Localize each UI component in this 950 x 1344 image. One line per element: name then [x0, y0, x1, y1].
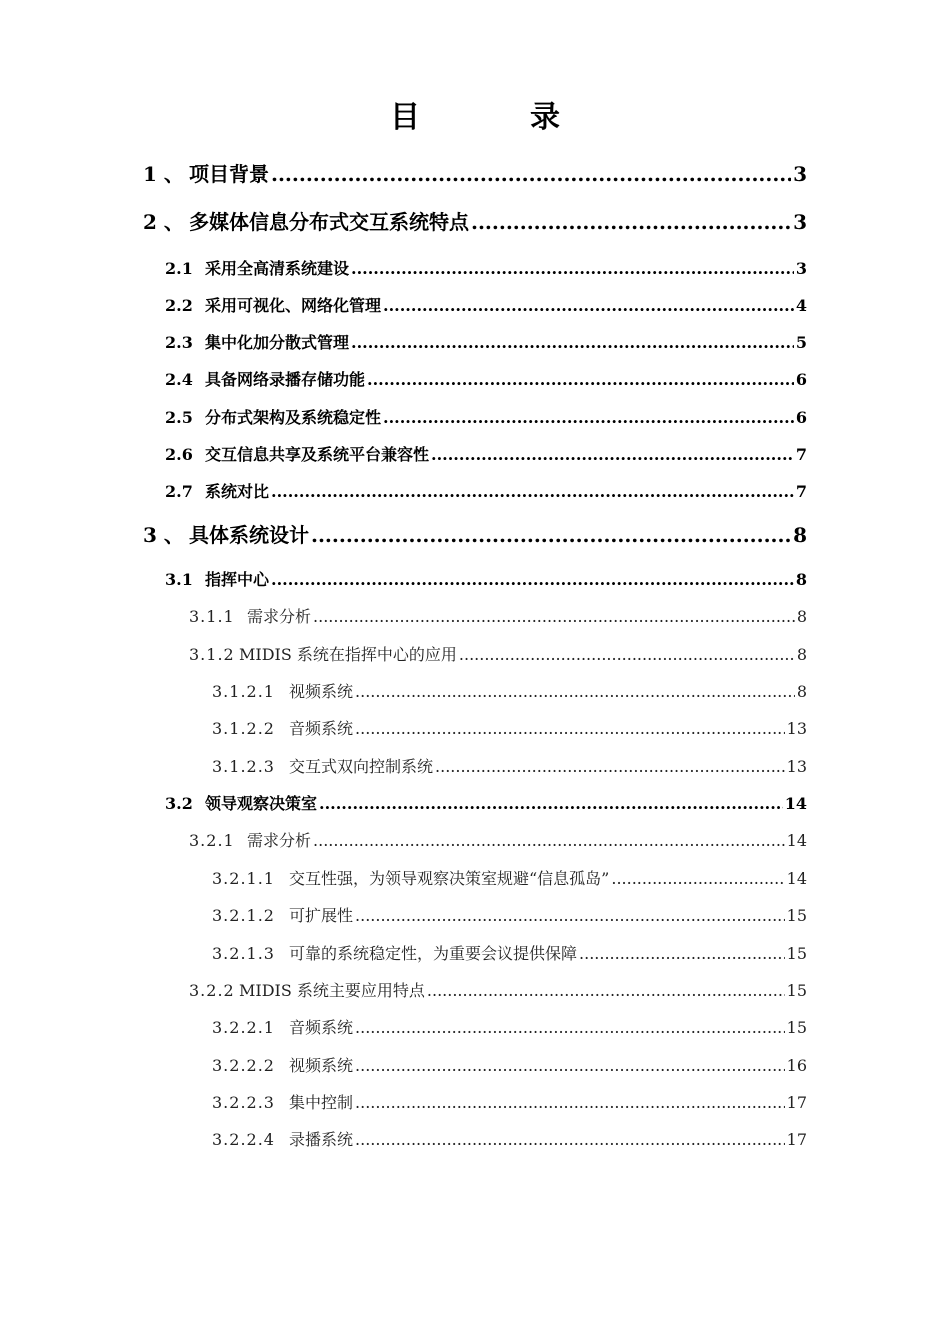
toc-entry-number: 3.1	[165, 570, 193, 589]
toc-entry-page: 3	[793, 210, 807, 234]
toc-entry-page: 7	[795, 482, 807, 501]
toc-entry-page: 3	[793, 162, 807, 186]
toc-entry-3-2-2-3[interactable]	[212, 1090, 807, 1113]
dot-leader	[271, 162, 791, 186]
toc-entry-text: 音频系统	[289, 719, 354, 738]
toc-entry-text: 录播系统	[289, 1130, 354, 1149]
toc-entry-number: 3.2	[165, 794, 193, 813]
toc-entry-page: 3	[795, 259, 807, 278]
toc-entry-number: 1 、	[143, 162, 184, 186]
toc-entry-text: 需求分析	[247, 607, 312, 626]
toc-entry-number: 3.2.1.2	[212, 906, 275, 925]
toc-entry-text: 交互式双向控制系统	[289, 757, 434, 776]
toc-entry-number: 3.1.2.2	[212, 719, 275, 738]
toc-entry-number: 3.2.1	[189, 831, 235, 850]
toc-entry-2-4[interactable]	[165, 367, 807, 390]
toc-entry-text: 集中化加分散式管理	[205, 333, 350, 352]
dot-leader	[471, 210, 791, 234]
toc-entry-text: 音频系统	[289, 1018, 354, 1037]
dot-leader	[355, 719, 785, 738]
toc-entry-text: 视频系统	[289, 1056, 354, 1075]
dot-leader	[313, 607, 795, 626]
toc-entry-page: 15	[786, 944, 807, 963]
dot-leader	[355, 906, 785, 925]
toc-entry-2[interactable]	[143, 206, 807, 235]
toc-entry-page: 5	[795, 333, 807, 352]
toc-entry-number: 2.7	[165, 482, 193, 501]
toc-entry-number: 2.3	[165, 333, 193, 352]
dot-leader	[459, 645, 795, 664]
dot-leader	[311, 523, 791, 547]
toc-entry-page: 14	[784, 794, 807, 813]
toc-entry-text: 具体系统设计	[189, 523, 309, 547]
toc-entry-3-1-2-3[interactable]	[212, 754, 807, 777]
dot-leader	[319, 794, 783, 813]
dot-leader	[355, 1056, 785, 1075]
dot-leader	[367, 370, 794, 389]
toc-entry-page: 6	[795, 370, 807, 389]
toc-entry-3-1-1[interactable]	[189, 604, 807, 627]
dot-leader	[435, 757, 785, 776]
toc-entry-number: 3.1.2.1	[212, 682, 275, 701]
toc-entry-text: 指挥中心	[205, 570, 270, 589]
toc-entry-page: 7	[795, 445, 807, 464]
toc-entry-page: 8	[796, 645, 807, 664]
toc-entry-text: MIDIS 系统主要应用特点	[239, 981, 425, 1000]
dot-leader	[355, 1018, 785, 1037]
dot-leader	[313, 831, 785, 850]
toc-entry-3-1[interactable]	[165, 567, 807, 590]
toc-entry-number: 3.2.2.1	[212, 1018, 275, 1037]
toc-entry-text: 系统对比	[205, 482, 270, 501]
toc-entry-text: 多媒体信息分布式交互系统特点	[189, 210, 469, 234]
toc-entry-text: 采用可视化、网络化管理	[205, 296, 382, 315]
dot-leader	[383, 296, 794, 315]
toc-entry-2-6[interactable]	[165, 442, 807, 465]
dot-leader	[271, 570, 794, 589]
toc-entry-page: 15	[786, 981, 807, 1000]
dot-leader	[355, 1093, 785, 1112]
dot-leader	[431, 445, 794, 464]
toc-entry-3-2[interactable]	[165, 791, 807, 814]
toc-entry-text: 采用全高清系统建设	[205, 259, 350, 278]
toc-entry-number: 2.2	[165, 296, 193, 315]
toc-entry-2-1[interactable]	[165, 256, 807, 279]
toc-entry-page: 4	[795, 296, 807, 315]
dot-leader	[355, 1130, 785, 1149]
toc-entry-page: 17	[786, 1093, 807, 1112]
toc-entry-number: 2.5	[165, 408, 193, 427]
toc-entry-number: 3.2.2.2	[212, 1056, 275, 1075]
toc-entry-3-1-2[interactable]	[189, 642, 807, 665]
dot-leader	[579, 944, 785, 963]
dot-leader	[611, 869, 784, 888]
toc-entry-number: 3.2.2.3	[212, 1093, 275, 1112]
dot-leader	[271, 482, 794, 501]
dot-leader	[383, 408, 794, 427]
toc-entry-number: 2.1	[165, 259, 193, 278]
toc-entry-number: 3.1.1	[189, 607, 235, 626]
toc-entry-text: MIDIS 系统在指挥中心的应用	[239, 645, 457, 664]
toc-entry-3-1-2-1[interactable]	[212, 679, 807, 702]
dot-leader	[351, 259, 794, 278]
toc-entry-number: 2.6	[165, 445, 193, 464]
toc-entry-text: 项目背景	[189, 162, 269, 186]
toc-entry-3-2-1-3[interactable]	[212, 941, 807, 964]
toc-entry-3-2-2-4[interactable]	[212, 1127, 807, 1150]
toc-entry-2-2[interactable]	[165, 293, 807, 316]
toc-entry-number: 3.2.2	[189, 981, 235, 1000]
toc-entry-3-2-2-2[interactable]	[212, 1053, 807, 1076]
toc-entry-page: 8	[795, 570, 807, 589]
toc-title: 目 录	[390, 100, 600, 135]
toc-entry-2-3[interactable]	[165, 330, 807, 353]
toc-entry-3-2-1[interactable]	[189, 828, 807, 851]
toc-entry-text: 集中控制	[289, 1093, 354, 1112]
toc-entry-text: 需求分析	[247, 831, 312, 850]
toc-entry-3-2-2[interactable]	[189, 978, 807, 1001]
toc-entry-page: 17	[786, 1130, 807, 1149]
toc-entry-text: 可靠的系统稳定性，为重要会议提供保障	[289, 944, 578, 963]
dot-leader	[351, 333, 794, 352]
toc-entry-2-5[interactable]	[165, 405, 807, 428]
toc-entry-3-2-1-1[interactable]	[212, 866, 807, 889]
toc-entry-number: 3.1.2.3	[212, 757, 275, 776]
toc-entry-page: 16	[786, 1056, 807, 1075]
toc-entry-number: 2 、	[143, 210, 184, 234]
toc-entry-page: 13	[786, 719, 807, 738]
toc-entry-3-2-1-2[interactable]	[212, 903, 807, 926]
toc-entry-number: 3.2.1.3	[212, 944, 275, 963]
toc-entry-3-1-2-2[interactable]	[212, 716, 807, 739]
toc-entry-1[interactable]	[143, 158, 807, 187]
toc-entry-page: 6	[795, 408, 807, 427]
toc-entry-page: 8	[796, 607, 807, 626]
toc-entry-text: 可扩展性	[289, 906, 354, 925]
toc-entry-number: 3.2.1.1	[212, 869, 275, 888]
toc-entry-page: 14	[786, 831, 807, 850]
dot-leader	[355, 682, 795, 701]
toc-entry-text: 领导观察决策室	[205, 794, 318, 813]
toc-entry-3-2-2-1[interactable]	[212, 1015, 807, 1038]
toc-entry-page: 14	[786, 869, 807, 888]
toc-entry-text: 分布式架构及系统稳定性	[205, 408, 382, 427]
toc-entry-3[interactable]	[143, 519, 807, 548]
toc-entry-number: 3.1.2	[189, 645, 235, 664]
toc-entry-2-7[interactable]	[165, 479, 807, 502]
toc-entry-page: 15	[786, 906, 807, 925]
toc-entry-text: 交互性强，为领导观察决策室规避“信息孤岛”	[289, 869, 610, 888]
toc-entry-number: 3 、	[143, 523, 184, 547]
toc-entry-number: 2.4	[165, 370, 193, 389]
toc-entry-page: 8	[793, 523, 807, 547]
toc-entry-text: 交互信息共享及系统平台兼容性	[205, 445, 430, 464]
toc-entry-text: 具备网络录播存储功能	[205, 370, 366, 389]
toc-entry-text: 视频系统	[289, 682, 354, 701]
toc-entry-number: 3.2.2.4	[212, 1130, 275, 1149]
toc-entry-page: 8	[796, 682, 807, 701]
toc-entry-page: 13	[786, 757, 807, 776]
dot-leader	[427, 981, 785, 1000]
toc-entry-page: 15	[786, 1018, 807, 1037]
